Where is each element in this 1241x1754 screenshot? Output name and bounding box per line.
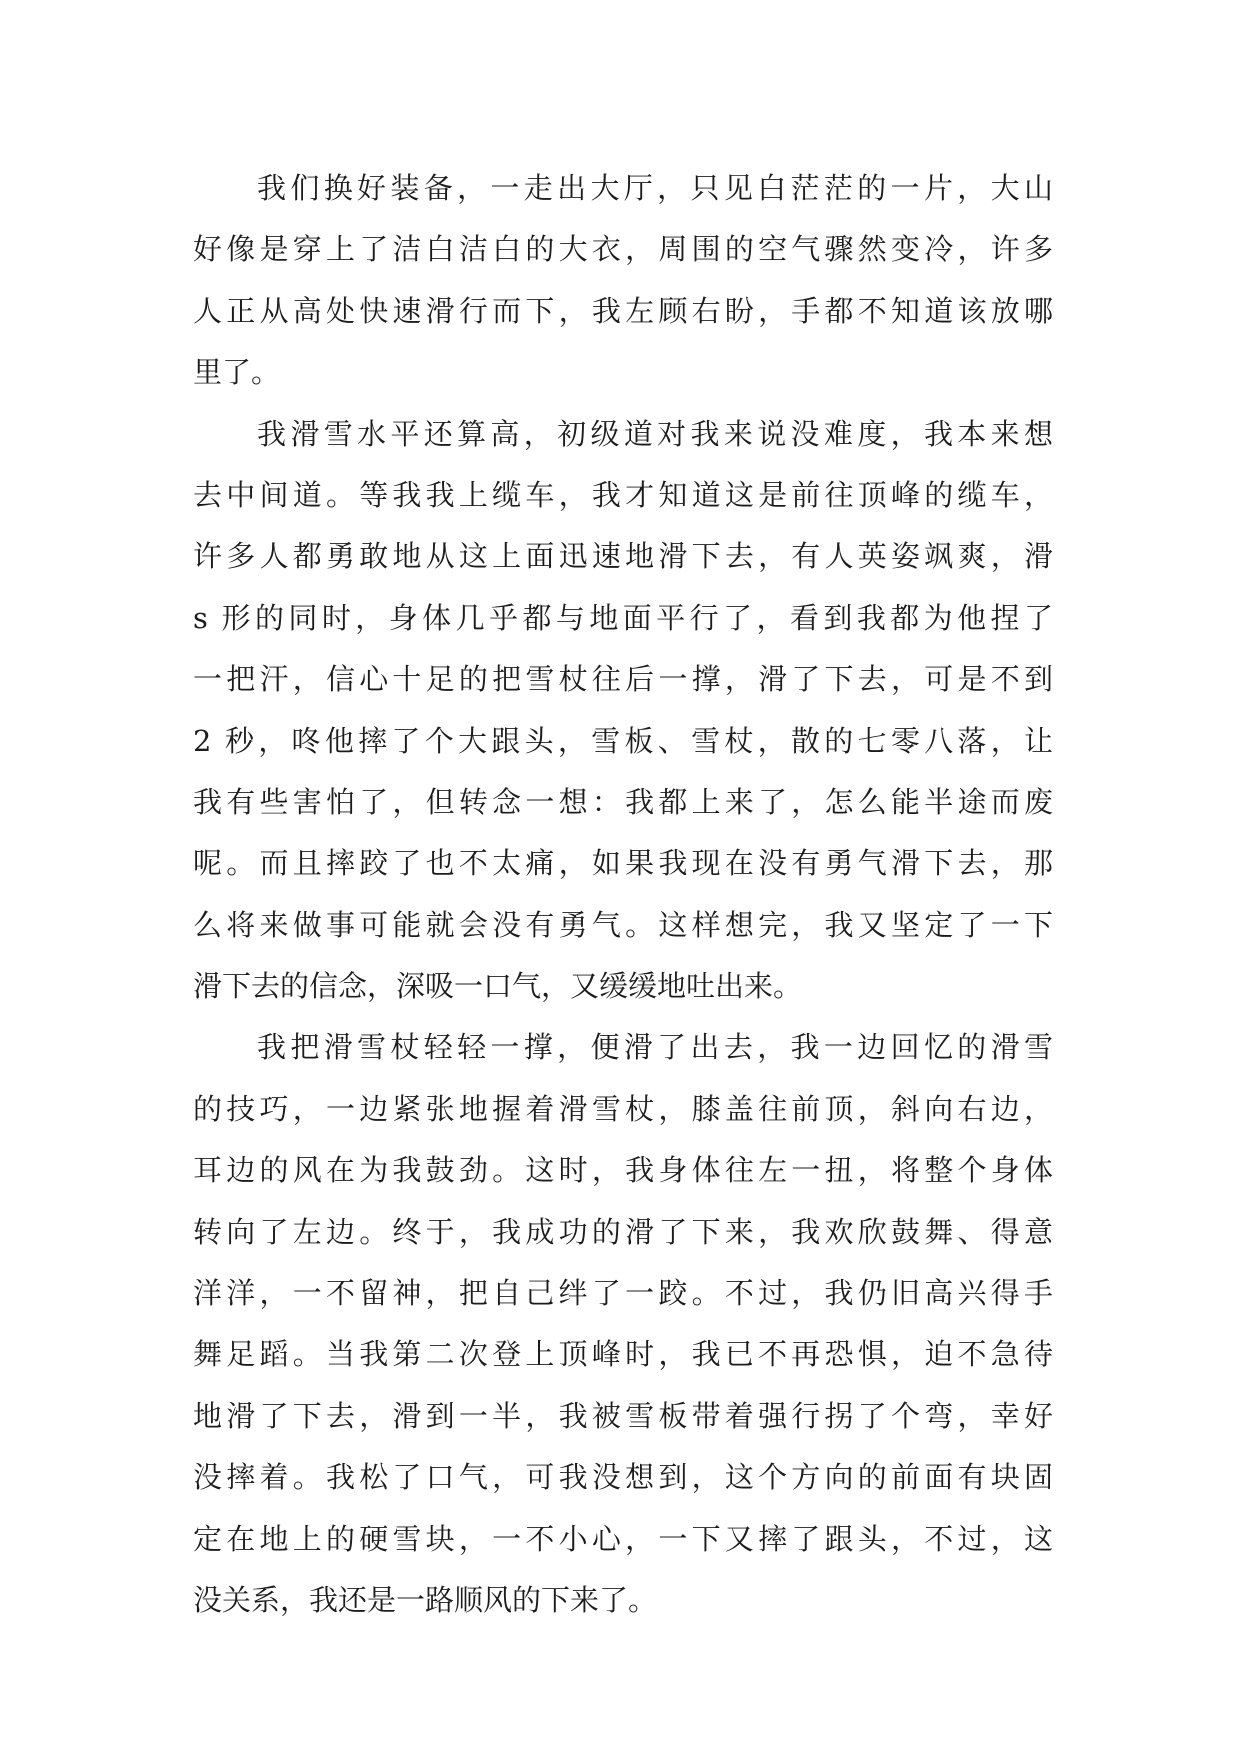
text-line: 没摔着。我松了口气，可我没想到，这个方向的前面有块固: [193, 1460, 1053, 1495]
text-line: 我们换好装备，一走出大厅，只见白茫茫的一片，大山: [257, 171, 1053, 205]
text-line: 许多人都勇敢地从这上面迅速地滑下去，有人英姿飒爽，滑: [193, 539, 1053, 574]
text-line: 呢。而且摔跤了也不太痛，如果我现在没有勇气滑下去，那: [193, 846, 1053, 881]
text-line: 去中间道。等我我上缆车，我才知道这是前往顶峰的缆车，: [193, 477, 1053, 512]
text-line: 的技巧，一边紧张地握着滑雪杖，膝盖往前顶，斜向右边，: [193, 1091, 1053, 1126]
paragraph-1: [193, 158, 1053, 404]
text-line: s 形的同时，身体几乎都与地面平行了，看到我都为他捏了: [193, 600, 1053, 635]
text-line: 我有些害怕了，但转念一想：我都上来了，怎么能半途而废: [193, 784, 1053, 819]
text-line: 耳边的风在为我鼓劲。这时，我身体往左一扭，将整个身体: [193, 1153, 1053, 1188]
text-line: 2 秒，咚他摔了个大跟头，雪板、雪杖，散的七零八落，让: [193, 723, 1053, 758]
text-line: 转向了左边。终于，我成功的滑了下来，我欢欣鼓舞、得意: [193, 1214, 1053, 1249]
text-line: 没关系，我还是一路顺风的下来了。: [193, 1582, 658, 1617]
text-line: 人正从高处快速滑行而下，我左顾右盼，手都不知道该放哪: [193, 293, 1053, 328]
text-line: 好像是穿上了洁白洁白的大衣，周围的空气骤然变冷，许多: [193, 232, 1053, 267]
paragraph-2: [193, 404, 1053, 1018]
text-line: 么将来做事可能就会没有勇气。这样想完，我又坚定了一下: [193, 907, 1053, 942]
text-line: 舞足蹈。当我第二次登上顶峰时，我已不再恐惧，迫不急待: [193, 1337, 1053, 1372]
text-line: 定在地上的硬雪块，一不小心，一下又摔了跟头，不过，这: [193, 1521, 1053, 1556]
text-line: 里了。: [193, 355, 281, 390]
text-line: 一把汗，信心十足的把雪杖往后一撑，滑了下去，可是不到: [193, 662, 1053, 697]
text-line: 洋洋，一不留神，把自己绊了一跤。不过，我仍旧高兴得手: [193, 1276, 1053, 1311]
text-line: 我滑雪水平还算高，初级道对我来说没难度，我本来想: [257, 416, 1053, 451]
text-line: 地滑了下去，滑到一半，我被雪板带着强行拐了个弯，幸好: [193, 1398, 1053, 1433]
text-line: 我把滑雪杖轻轻一撑，便滑了出去，我一边回忆的滑雪: [257, 1030, 1053, 1065]
text-line: 滑下去的信念，深吸一口气，又缓缓地吐出来。: [193, 969, 803, 1004]
paragraph-3: [193, 1017, 1053, 1631]
document-body: [193, 158, 1053, 1631]
